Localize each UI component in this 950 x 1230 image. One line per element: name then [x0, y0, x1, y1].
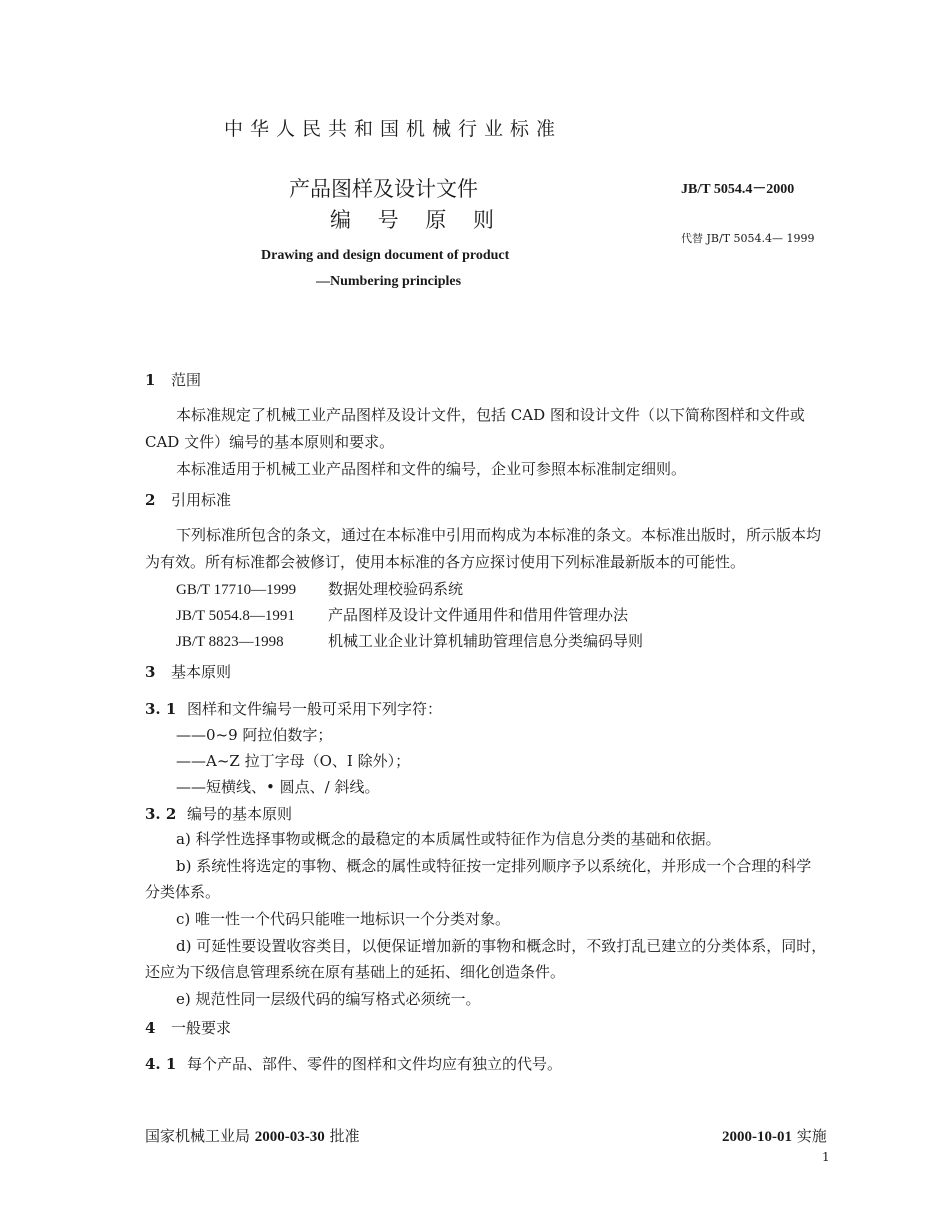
- reference-code: JB/T 8823—1998: [176, 634, 284, 650]
- section-4-heading: [145, 1017, 231, 1038]
- section-number: 3: [145, 663, 156, 681]
- character-item: ——短横线、• 圆点、/ 斜线。: [176, 778, 380, 796]
- section-title: 基本原则: [171, 663, 232, 681]
- section-title: 引用标准: [171, 491, 232, 509]
- section-title: 范围: [171, 371, 202, 389]
- principle-a: a) 科学性选择事物或概念的最稳定的本质属性或特征作为信息分类的基础和依据。: [176, 830, 721, 848]
- clause-text: 图样和文件编号一般可采用下列字符：: [187, 700, 443, 718]
- approver: 国家机械工业局: [145, 1127, 251, 1145]
- reference-code: JB/T 5054.8—1991: [176, 608, 295, 624]
- section-1-paragraph-1-line-1: 本标准规定了机械工业产品图样及设计文件，包括 CAD 图和设计文件（以下简称图样和文件或: [176, 406, 805, 424]
- principle-c: c) 唯一性一个代码只能唯一地标识一个分类对象。: [176, 910, 511, 928]
- english-title-line-2: —Numbering principles: [316, 274, 462, 289]
- reference-name: 产品图样及设计文件通用件和借用件管理办法: [328, 606, 629, 624]
- section-3-heading: [145, 661, 231, 682]
- clause-number: 3. 2: [145, 805, 177, 823]
- clause-3-2: [145, 803, 292, 824]
- reference-name: 机械工业企业计算机辅助管理信息分类编码导则: [328, 632, 644, 650]
- section-1-heading: [145, 369, 201, 390]
- character-item: ——0~9 阿拉伯数字；: [176, 726, 333, 744]
- clause-number: 4. 1: [145, 1055, 177, 1073]
- page-number: 1: [822, 1150, 830, 1164]
- section-1-paragraph-2: 本标准适用于机械工业产品图样和文件的编号，企业可参照本标准制定细则。: [176, 460, 687, 478]
- clause-text: 每个产品、部件、零件的图样和文件均应有独立的代号。: [187, 1055, 563, 1073]
- principle-d-line-1: d) 可延性要设置收容类目，以便保证增加新的事物和概念时，不致打乱已建立的分类体系，同时，: [176, 937, 827, 955]
- replaces-note: 代替 JB/T 5054.4— 1999: [681, 232, 815, 245]
- country-standard-heading: 中华人民共和国机械行业标准: [224, 118, 563, 140]
- section-1-paragraph-1-line-2: CAD 文件）编号的基本原则和要求。: [145, 433, 395, 451]
- clause-4-1: [145, 1053, 562, 1074]
- reference-name: 数据处理校验码系统: [328, 580, 464, 598]
- section-number: 1: [145, 371, 156, 389]
- english-title-line-1: Drawing and design document of product: [261, 248, 510, 263]
- title-line-2: 编 号 原 则: [330, 208, 505, 232]
- clause-text: 编号的基本原则: [187, 805, 293, 823]
- principle-b-line-1: b) 系统性将选定的事物、概念的属性或特征按一定排列顺序予以系统化，并形成一个合理的科学: [176, 857, 812, 875]
- impl-date: 2000-10-01: [722, 1129, 792, 1145]
- clause-3-1: [145, 698, 442, 719]
- clause-number: 3. 1: [145, 700, 177, 718]
- section-2-paragraph-line-1: 下列标准所包含的条文，通过在本标准中引用而构成为本标准的条文。本标准出版时，所示版本均: [176, 526, 822, 544]
- section-number: 4: [145, 1019, 156, 1037]
- section-2-paragraph-line-2: 为有效。所有标准都会被修订，使用本标准的各方应探讨使用下列标准最新版本的可能性。: [145, 553, 746, 571]
- principle-d-line-2: 还应为下级信息管理系统在原有基础上的延拓、细化创造条件。: [145, 963, 566, 981]
- reference-row: [176, 578, 463, 599]
- section-title: 一般要求: [171, 1019, 232, 1037]
- impl-label: 实施: [796, 1127, 827, 1145]
- principle-e: e) 规范性同一层级代码的编写格式必须统一。: [176, 990, 481, 1008]
- principle-b-line-2: 分类体系。: [145, 883, 221, 901]
- implementation-line: [722, 1125, 827, 1146]
- section-2-heading: [145, 489, 231, 510]
- reference-row: [176, 630, 643, 651]
- approval-line: [145, 1125, 360, 1146]
- standard-code: JB/T 5054.4－2000: [681, 182, 795, 197]
- approve-label: 批准: [329, 1127, 360, 1145]
- title-line-1: 产品图样及设计文件: [289, 177, 478, 201]
- reference-code: GB/T 17710—1999: [176, 582, 297, 598]
- approve-date: 2000-03-30: [254, 1129, 325, 1145]
- character-item: ——A~Z 拉丁字母（O、I 除外）；: [176, 752, 411, 770]
- section-number: 2: [145, 491, 156, 509]
- reference-row: [176, 604, 628, 625]
